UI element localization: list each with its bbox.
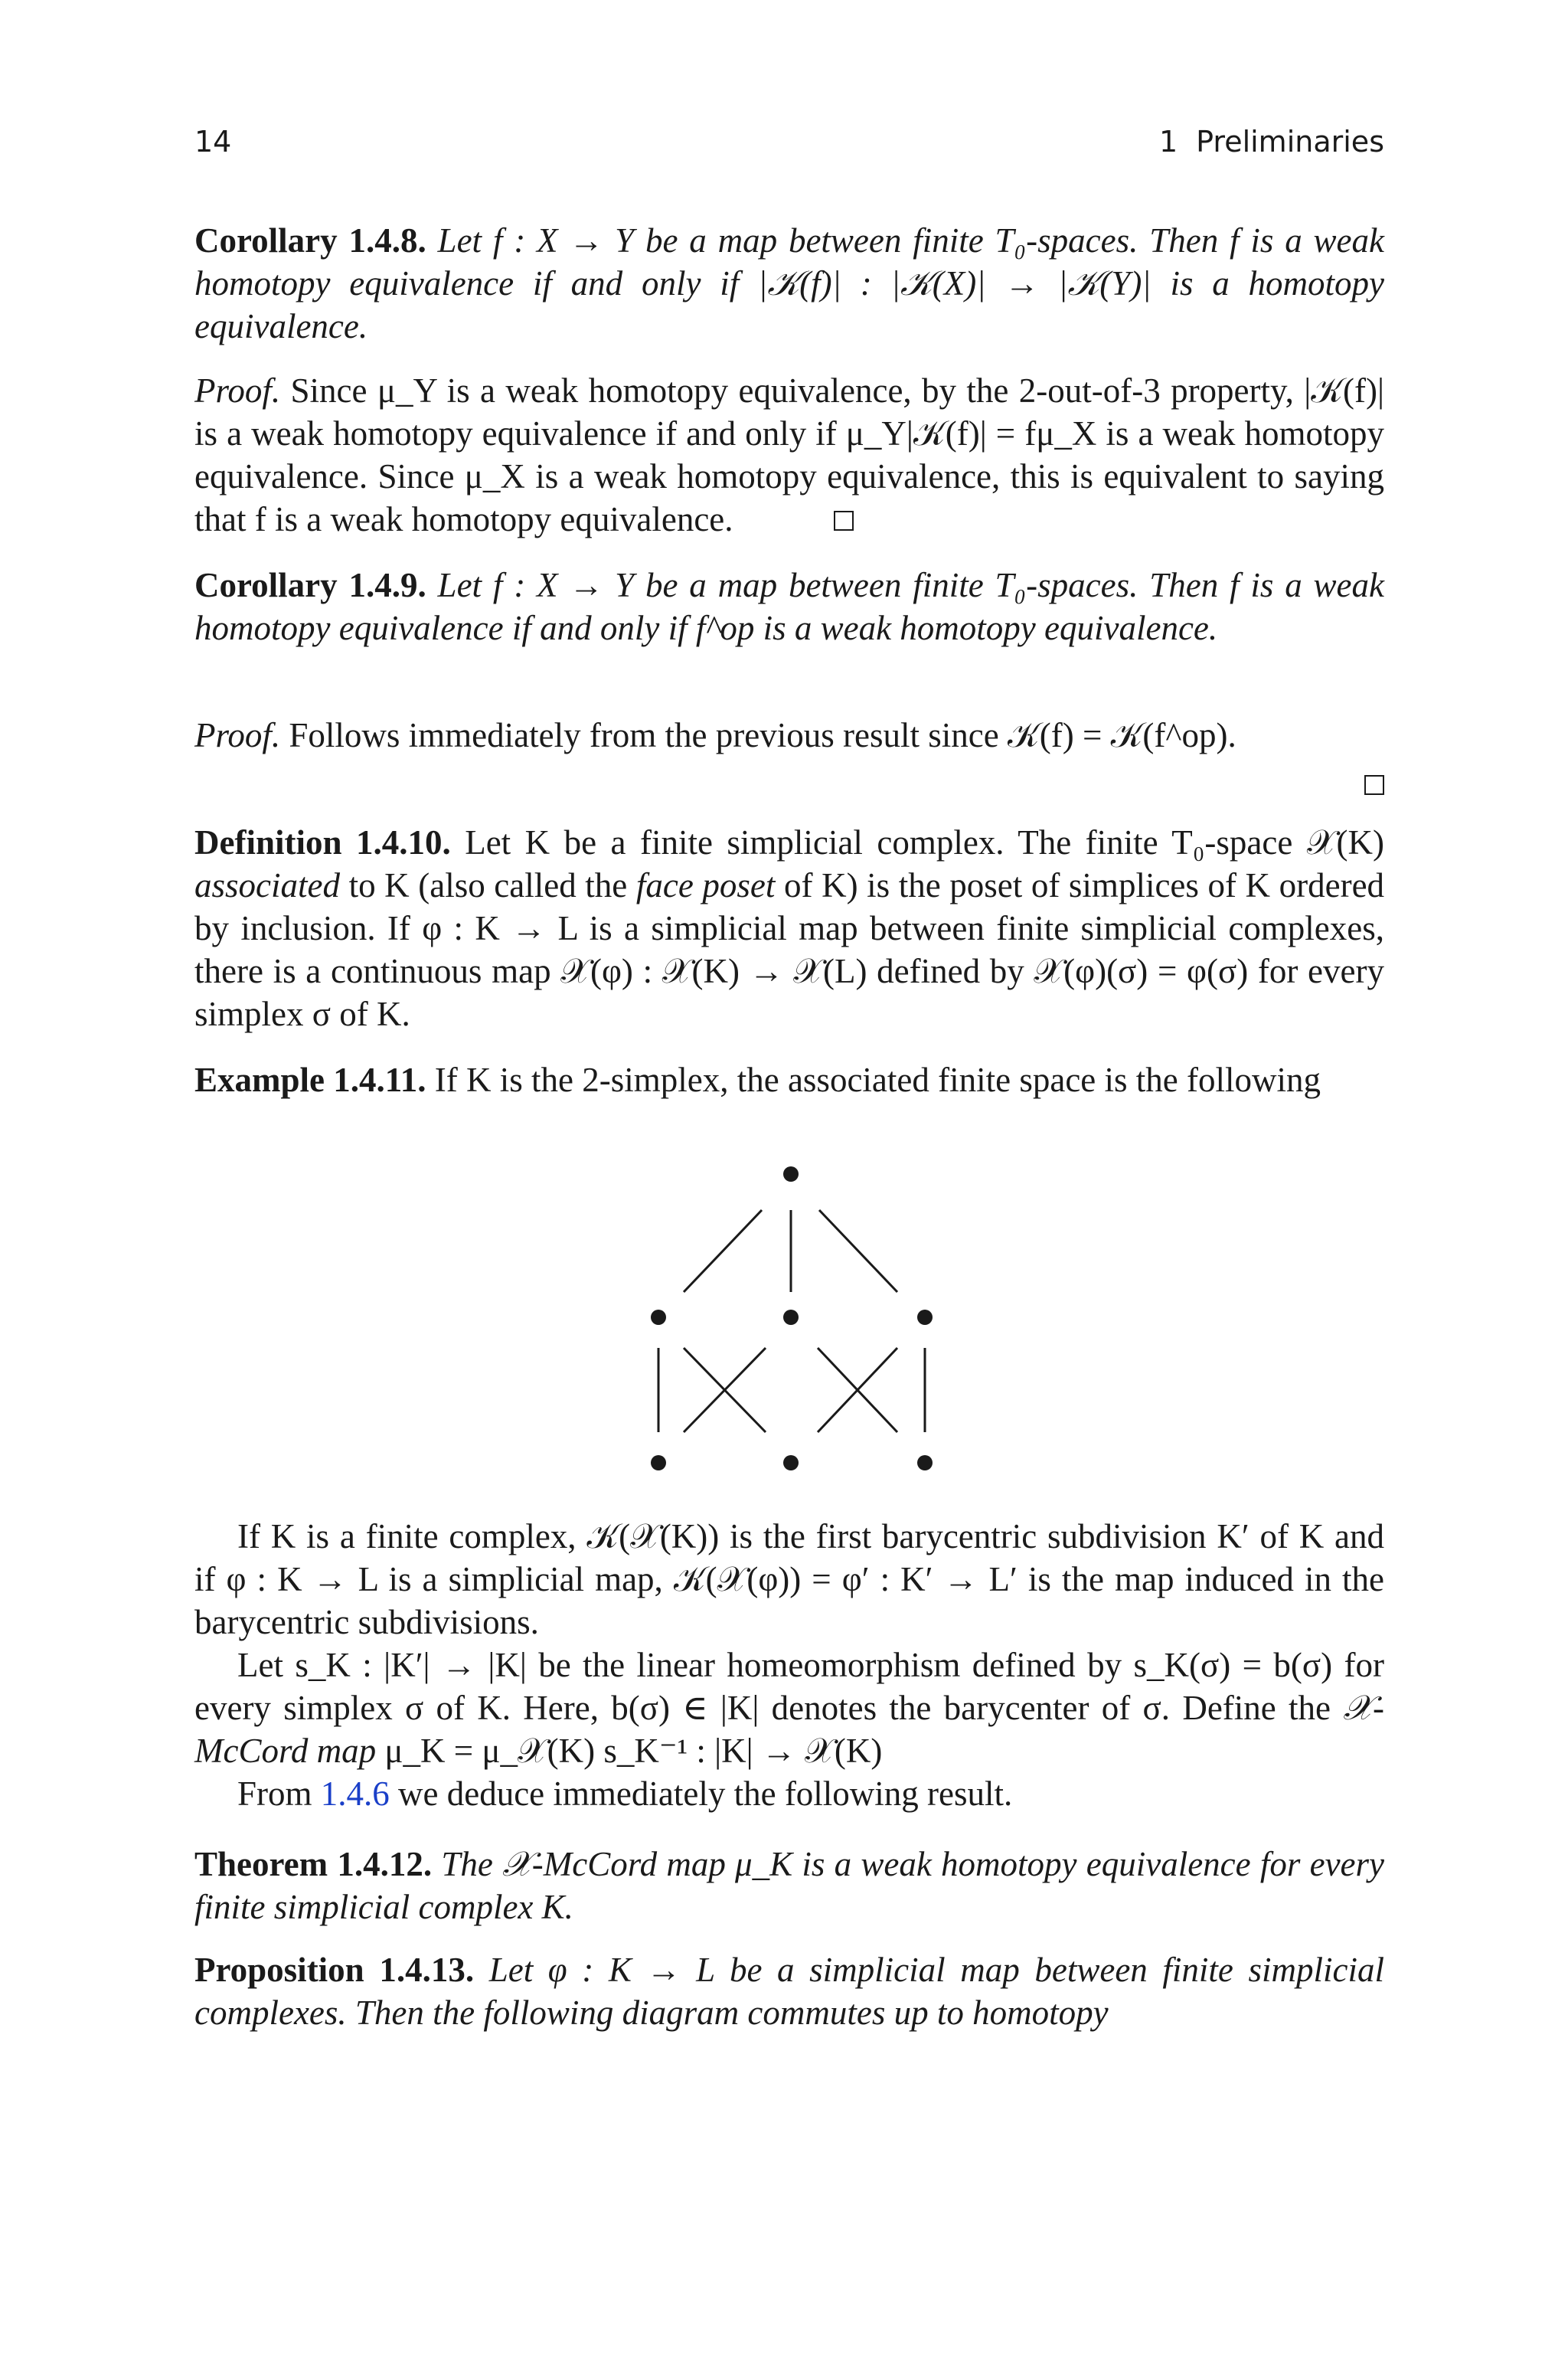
diagram-node	[783, 1166, 799, 1182]
diagram-edge	[684, 1210, 762, 1292]
diagram-node	[651, 1455, 666, 1470]
example-text: If K is the 2-simplex, the associated finite space is the following	[434, 1061, 1321, 1099]
paragraph-2-text-b: μ_K = μ_𝒳(K) s_K⁻¹ : |K| → 𝒳(K)	[384, 1732, 883, 1770]
paragraph-3	[194, 1772, 1384, 1815]
term-face-poset: face poset	[635, 866, 776, 904]
diagram-node	[783, 1310, 799, 1325]
chapter-title: Preliminaries	[1196, 125, 1384, 159]
page-number: 14	[194, 125, 232, 159]
chapter-number: 1	[1158, 125, 1178, 159]
paragraph-1: If K is a finite complex, 𝒦(𝒳(K)) is the first barycentric subdivision K′ of K and if φ : K → L is a simplicial map, 𝒦(𝒳(φ)) = φ′ : K′ → L′ is the map induced in the barycentric subdivisions.	[194, 1517, 1384, 1641]
corollary-label: Corollary 1.4.8.	[194, 221, 426, 260]
diagram-edge	[819, 1210, 897, 1292]
theorem-1-4-12	[194, 1843, 1384, 1928]
definition-text-1: Let K be a finite simplicial complex. The finite T₀-space 𝒳(K)	[465, 823, 1384, 862]
term-mccord-map: 𝒳-McCord map	[194, 1689, 1384, 1770]
theorem-label: Theorem 1.4.12.	[194, 1845, 433, 1883]
definition-text-3: of K) is the poset of simplices of K ordered by inclusion. If φ : K → L is a simplicial map between finite simplicial complexes, there is a continuous map 𝒳(φ) : 𝒳(K) → 𝒳(L) defined by 𝒳(φ)(σ) = φ(σ) for every simplex σ of K.	[194, 866, 1385, 1033]
proof-text: Follows immediately from the previous result since 𝒦(f) = 𝒦(f^op).	[289, 716, 1236, 754]
proposition-label: Proposition 1.4.13.	[194, 1951, 475, 1989]
corollary-statement: Let f : X → Y be a map between finite T₀-spaces. Then f is a weak homotopy equivalence if and only if f^op is a weak homotopy equivalence.	[194, 566, 1384, 647]
proof-label: Proof.	[194, 716, 281, 754]
proposition-statement: Let φ : K → L be a simplicial map between finite simplicial complexes. Then the following diagram commutes up to homotopy	[194, 1951, 1384, 2032]
proof-text: Since μ_Y is a weak homotopy equivalence, by the 2-out-of-3 property, |𝒦(f)| is a weak homotopy equivalence if and only if μ_Y|𝒦(f)| = fμ_X is a weak homotopy equivalence. Since μ_X is a weak homotopy equivalence, this is equivalent to saying that f is a weak homotopy equivalence.	[194, 371, 1384, 538]
reference-link[interactable]: 1.4.6	[320, 1775, 390, 1813]
corollary-label: Corollary 1.4.9.	[194, 566, 426, 604]
diagram-node	[917, 1310, 933, 1325]
term-associated: associated	[194, 866, 340, 904]
definition-label: Definition 1.4.10.	[194, 823, 451, 862]
paragraph-2	[194, 1644, 1384, 1772]
diagram-node	[651, 1310, 666, 1325]
corollary-statement: Let f : X → Y be a map between finite T₀-spaces. Then f is a weak homotopy equivalence if and only if |𝒦(f)| : |𝒦(X)| → |𝒦(Y)| is a homotopy equivalence.	[194, 221, 1384, 345]
proof-label: Proof.	[194, 371, 281, 410]
example-label: Example 1.4.11.	[194, 1061, 426, 1099]
paragraph-2-text-a: Let s_K : |K′| → |K| be the linear homeomorphism defined by s_K(σ) = b(σ) for every simplex σ of K. Here, b(σ) ∈ |K| denotes the barycenter of σ. Define the	[194, 1646, 1384, 1727]
paragraph-3-text-b: we deduce immediately the following result.	[398, 1775, 1013, 1813]
diagram-node	[783, 1455, 799, 1470]
diagram-node	[917, 1455, 933, 1470]
definition-text-2: to K (also called the	[348, 866, 628, 904]
proposition-1-4-13	[194, 1948, 1384, 2034]
theorem-statement: The 𝒳-McCord map μ_K is a weak homotopy equivalence for every finite simplicial complex K.	[194, 1845, 1385, 1926]
paragraph-barycentric	[194, 1515, 1384, 1815]
paragraph-3-text-a: From	[237, 1775, 312, 1813]
